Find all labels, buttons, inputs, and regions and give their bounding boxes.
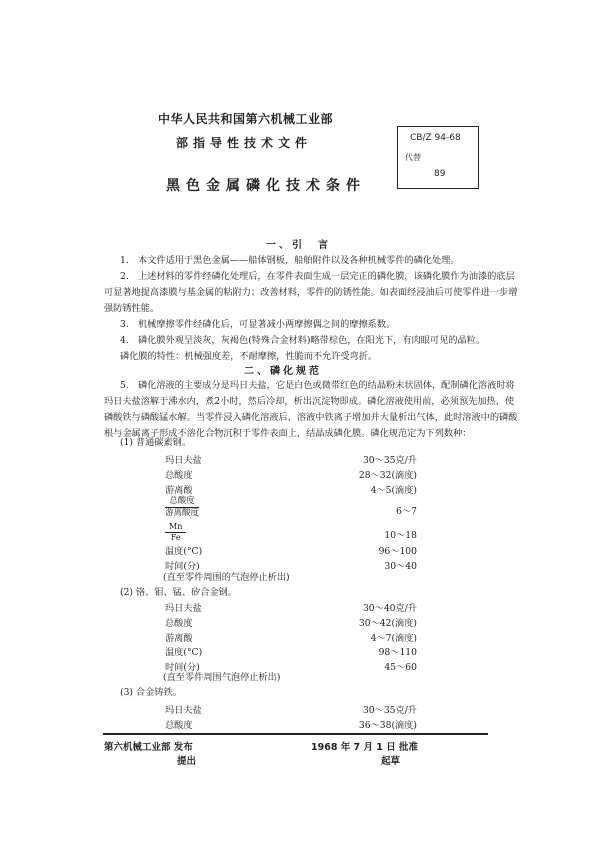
group-title: (3) 合金铸铁。 (120, 687, 182, 698)
row-value: 4～7(滴度) (370, 633, 417, 644)
ministry-name: 中华人民共和国第六机械工业部 (158, 112, 334, 126)
proposer: 提出 (177, 756, 197, 767)
row-label: 总酸度 (165, 470, 193, 481)
fraction-numerator: 总酸度 (165, 496, 199, 508)
section-heading-intro: 一、引 言 (266, 240, 331, 251)
row-label: 总酸度 (165, 720, 193, 731)
paragraph: 3. 机械摩擦零件经磷化后，可显著减小两摩擦偶之间的摩擦系数。 (120, 319, 396, 330)
group-note: (直至零件周围气泡停止析出) (163, 672, 281, 683)
row-value: 30～40 (384, 561, 417, 572)
row-value: 36～38(滴度) (358, 720, 417, 731)
row-value: 30～35克/升 (362, 705, 417, 716)
row-label: 时间(分) (165, 662, 200, 673)
row-label: 玛日夫盐 (165, 603, 202, 614)
spec-row (165, 630, 417, 645)
row-value: 30～40克/升 (362, 603, 417, 614)
spec-row (165, 482, 417, 497)
fraction-denominator: Fe (170, 533, 181, 542)
spec-row (165, 644, 417, 659)
approval-date: 1968 年 7 月 1 日 批准 (311, 742, 419, 753)
issuer: 第六机械工业部 发布 (104, 742, 193, 753)
row-label: 玛日夫盐 (165, 705, 202, 716)
row-value: 6～7 (396, 506, 417, 517)
spec-row (165, 615, 417, 630)
row-value: 30～35克/升 (362, 455, 417, 466)
paragraph-5: 5. 磷化溶液的主要成分是玛日夫盐，它是白色或微带红色的结晶粉末状固体，配制磷化溶液时将玛日夫盐溶解于沸水内，煮2小时，然后冷却，析出沉淀物即成。磷化溶液使用前，必须预先加热，使磷酸铁与磷酸锰水解。当零件浸入磷化溶液后，溶液中铁离子增加并大量析出气体，此时溶液中的磷酸根与金属离子形成不溶化合物沉积于零件表面上，结晶成磷化膜。磷化规范定为下列数种： (104, 380, 518, 439)
group-title: (2) 铬、钼、锰、矽合金钢。 (120, 587, 237, 598)
row-value: 10～18 (384, 530, 417, 541)
spec-row-ratio (165, 496, 417, 522)
row-label: 时间(分) (165, 561, 200, 572)
paragraph: 磷化膜的特性：机械强度差，不耐摩擦，性脆而不允许受弯折。 (120, 351, 378, 362)
group-title: (1) 普通碳素钢。 (120, 437, 192, 448)
fraction-denominator: 游离酸度 (165, 508, 200, 518)
row-value: 4～5(滴度) (370, 485, 417, 496)
spec-row (165, 452, 417, 467)
row-value: 96～100 (378, 546, 417, 557)
spec-row (165, 717, 417, 732)
section-heading-spec: 二、磷化规范 (244, 366, 322, 377)
paragraph: 2. 上述材料的零件经磷化处理后，在零件表面生成一层完正的磷化膜，该磷化膜作为油漆的底层可显著地提高漆膜与基金属的粘附力；改善材料，零件的防锈性能。如表面经浸油后可使零件进一步增强防锈性能。 (104, 271, 518, 314)
replaces-label: 代替 (405, 153, 421, 162)
row-value: 30～42(滴度) (358, 618, 417, 629)
row-value: 28～32(滴度) (358, 470, 417, 481)
spec-row (165, 702, 417, 717)
document-title: 黑色金属磷化技术条件 (166, 178, 366, 194)
row-value: 98～110 (378, 647, 417, 658)
fraction-numerator: Mn (165, 522, 186, 533)
drafter: 起草 (381, 756, 401, 767)
paragraph: 4. 磷化膜外观呈淡灰，灰褐色(特殊合金材料)略带棕色，在阳光下，有肉眼可见的晶粒。 (120, 335, 486, 346)
paragraph: 1. 本文件适用于黑色金属——船体钢板，船舶附件以及各种机械零件的磷化处理。 (120, 255, 460, 266)
replaces-value: 89 (434, 169, 446, 179)
group-note: (直至零件周围的气泡停止析出) (163, 572, 290, 583)
standard-code: CB/Z 94-68 (410, 133, 461, 143)
document-type: 部指导性技术文件 (176, 136, 313, 150)
row-label: 游离酸 (165, 633, 193, 644)
row-label: 温度(°C) (165, 546, 203, 557)
spec-row (165, 543, 417, 558)
row-label: 游离酸 (165, 485, 193, 496)
spec-row (165, 600, 417, 615)
row-label: 温度(°C) (165, 647, 203, 658)
row-value: 45～60 (384, 662, 417, 673)
spec-row (165, 467, 417, 482)
standard-code-box (397, 126, 479, 189)
row-label: 玛日夫盐 (165, 455, 202, 466)
footer-divider (103, 733, 488, 735)
row-label: 总酸度 (165, 618, 193, 629)
intro-body (104, 253, 520, 365)
